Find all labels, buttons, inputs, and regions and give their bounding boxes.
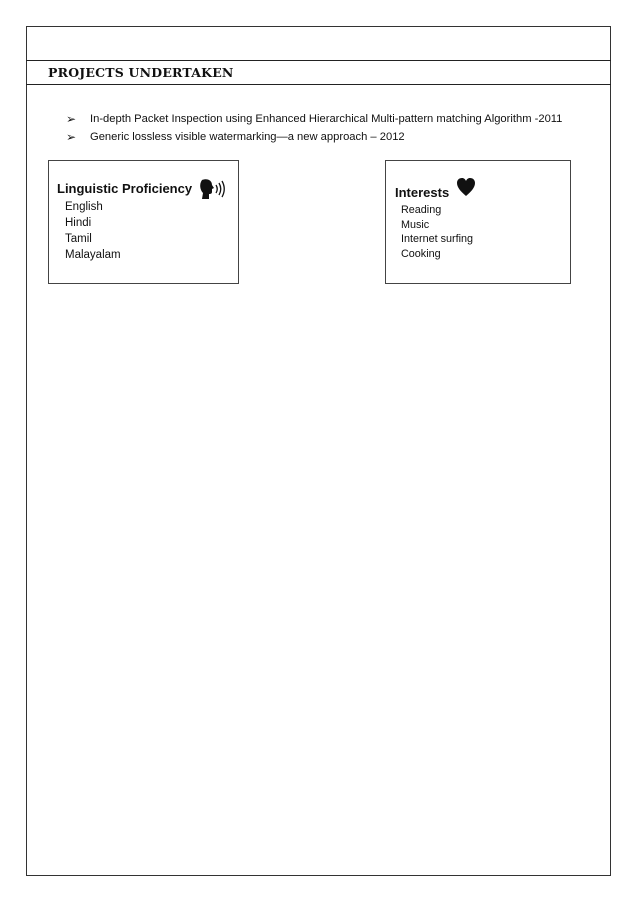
interests-title: Interests: [395, 185, 450, 200]
speaking-head-icon: [199, 177, 227, 203]
heart-icon: [456, 177, 476, 197]
interests-box: [385, 160, 571, 284]
project-title: In-depth Packet Inspection using Enhanced Hierarchical Multi-pattern matching Algorithm -2011: [90, 113, 563, 125]
list-item: Music: [401, 218, 430, 231]
linguistic-proficiency-title: Linguistic Proficiency: [57, 181, 193, 196]
projects-heading-text: PROJECTS UNDERTAKEN: [48, 65, 234, 80]
arrow-bullet-icon: ➢: [66, 112, 77, 126]
projects-section-heading: [26, 60, 611, 85]
list-item: Cooking: [401, 247, 441, 260]
list-item: Hindi: [65, 217, 92, 229]
arrow-bullet-icon: ➢: [66, 130, 77, 144]
project-title: Generic lossless visible watermarking—a new approach – 2012: [90, 131, 405, 143]
list-item: Malayalam: [65, 249, 121, 261]
interest-list: [401, 203, 473, 261]
list-item: Internet surfing: [401, 233, 474, 245]
linguistic-proficiency-box: [48, 160, 239, 284]
language-list: [65, 199, 121, 263]
page-frame: [26, 26, 611, 876]
list-item: Tamil: [65, 233, 92, 245]
list-item: Reading: [401, 204, 442, 216]
list-item: English: [65, 201, 103, 213]
